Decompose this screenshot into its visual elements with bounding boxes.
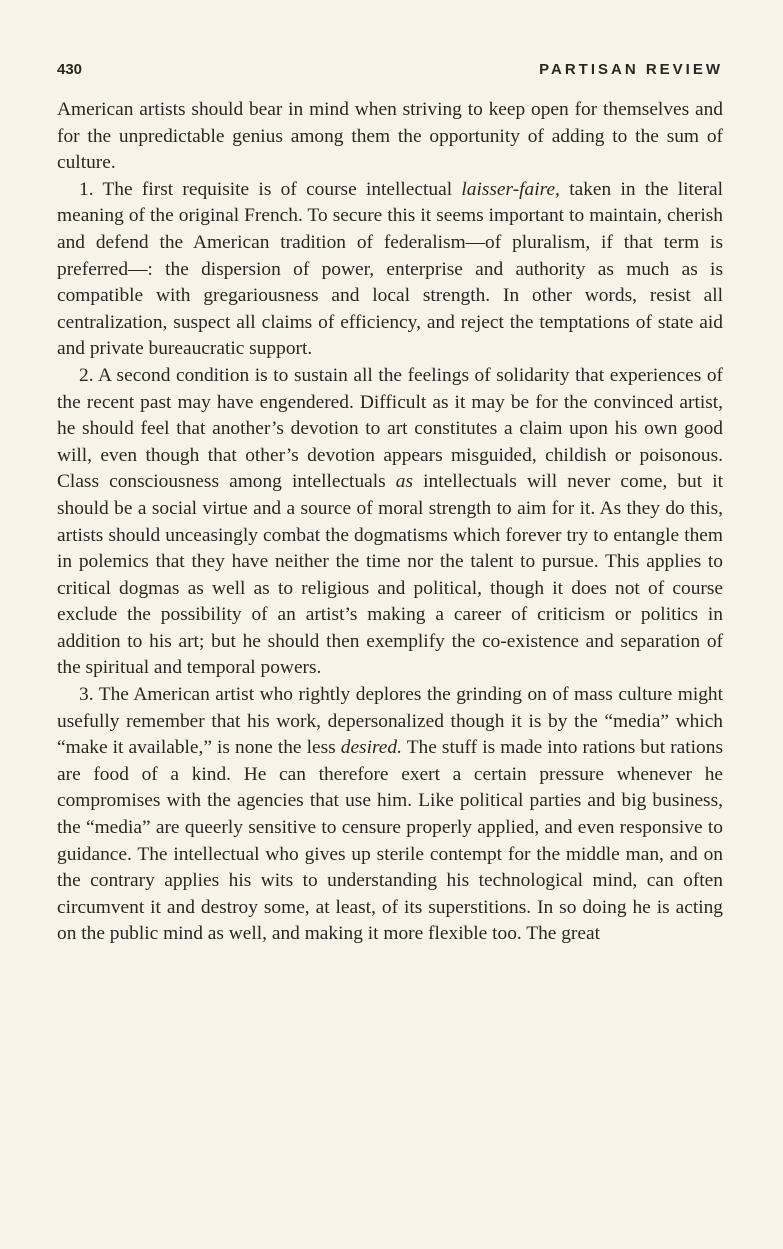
text-segment: intellectuals will never come, but it should be a social virtue and a source of moral strength to aim for it. As they do this, artists should unceasingly combat the dogmatisms which forever try to entangle them in polemics that they have neither the time nor the talent to pursue. This applies to critical dogmas as well as to religious and political, though it does not of course exclude the possibility of an artist’s making a career of criticism or politics in addition to his art; but he should then exemplify the co-existence and separation of the spiritual and temporal powers. (57, 471, 724, 679)
paragraph-point-1 (57, 177, 723, 363)
text-segment: taken in the literal meaning of the original French. To secure this it seems important to maintain, cherish and defend the American tradition of federalism—of pluralism, if that term is preferred—: the dispersion of power, enterprise and authority as much as is compatible with gregariousness and local strength. In other words, resist all centralization, suspect all claims of efficiency, and reject the temptations of state aid and private bureaucratic support. (57, 178, 723, 360)
journal-title: PARTISAN REVIEW (539, 61, 723, 78)
italic-term: as (395, 471, 414, 493)
page-number: 430 (57, 61, 83, 78)
text-segment: 1. The first requisite is of course intellectual (79, 178, 462, 200)
running-head (57, 58, 723, 82)
paragraph-point-2 (57, 363, 723, 682)
paragraph-point-3 (57, 682, 723, 948)
text-segment: The stuff is made into rations but rations are food of a kind. He can therefore exert a certain pressure whenever he compromises with the agencies that use him. Like political parties and big business, the “media” are queerly sensitive to censure properly applied, and even responsive to guidance. The intellectual who gives up sterile contempt for the middle man, and on the contrary applies his wits to understanding his technological mind, can often circumvent it and destroy some, at least, of its superstitions. In so doing he is acting on the public mind as well, and making it more flexible too. The great (57, 737, 723, 945)
body-text (57, 97, 723, 948)
text-segment: 2. A second condition is to sustain all the feelings of solidarity that experiences of the recent past may have engendered. Difficult as it may be for the convinced artist, he should feel that another’s devotion to art constitutes a claim upon his own good will, even though that other’s devotion appears misguided, childish or poisonous. Class consciousness among intellectuals (57, 364, 723, 493)
text-segment: American artists should bear in mind when striving to keep open for themselves and for the unpredictable genius among them the opportunity of adding to the sum of culture. (57, 99, 723, 174)
italic-term: laisser-faire, (461, 178, 560, 200)
italic-term: desired. (340, 737, 402, 759)
paragraph-continuation (57, 97, 723, 177)
text-segment: 3. The American artist who rightly deplores the grinding on of mass culture might usefully remember that his work, depersonalized though it is by the “media” which “make it available,” is none the less (57, 684, 723, 759)
